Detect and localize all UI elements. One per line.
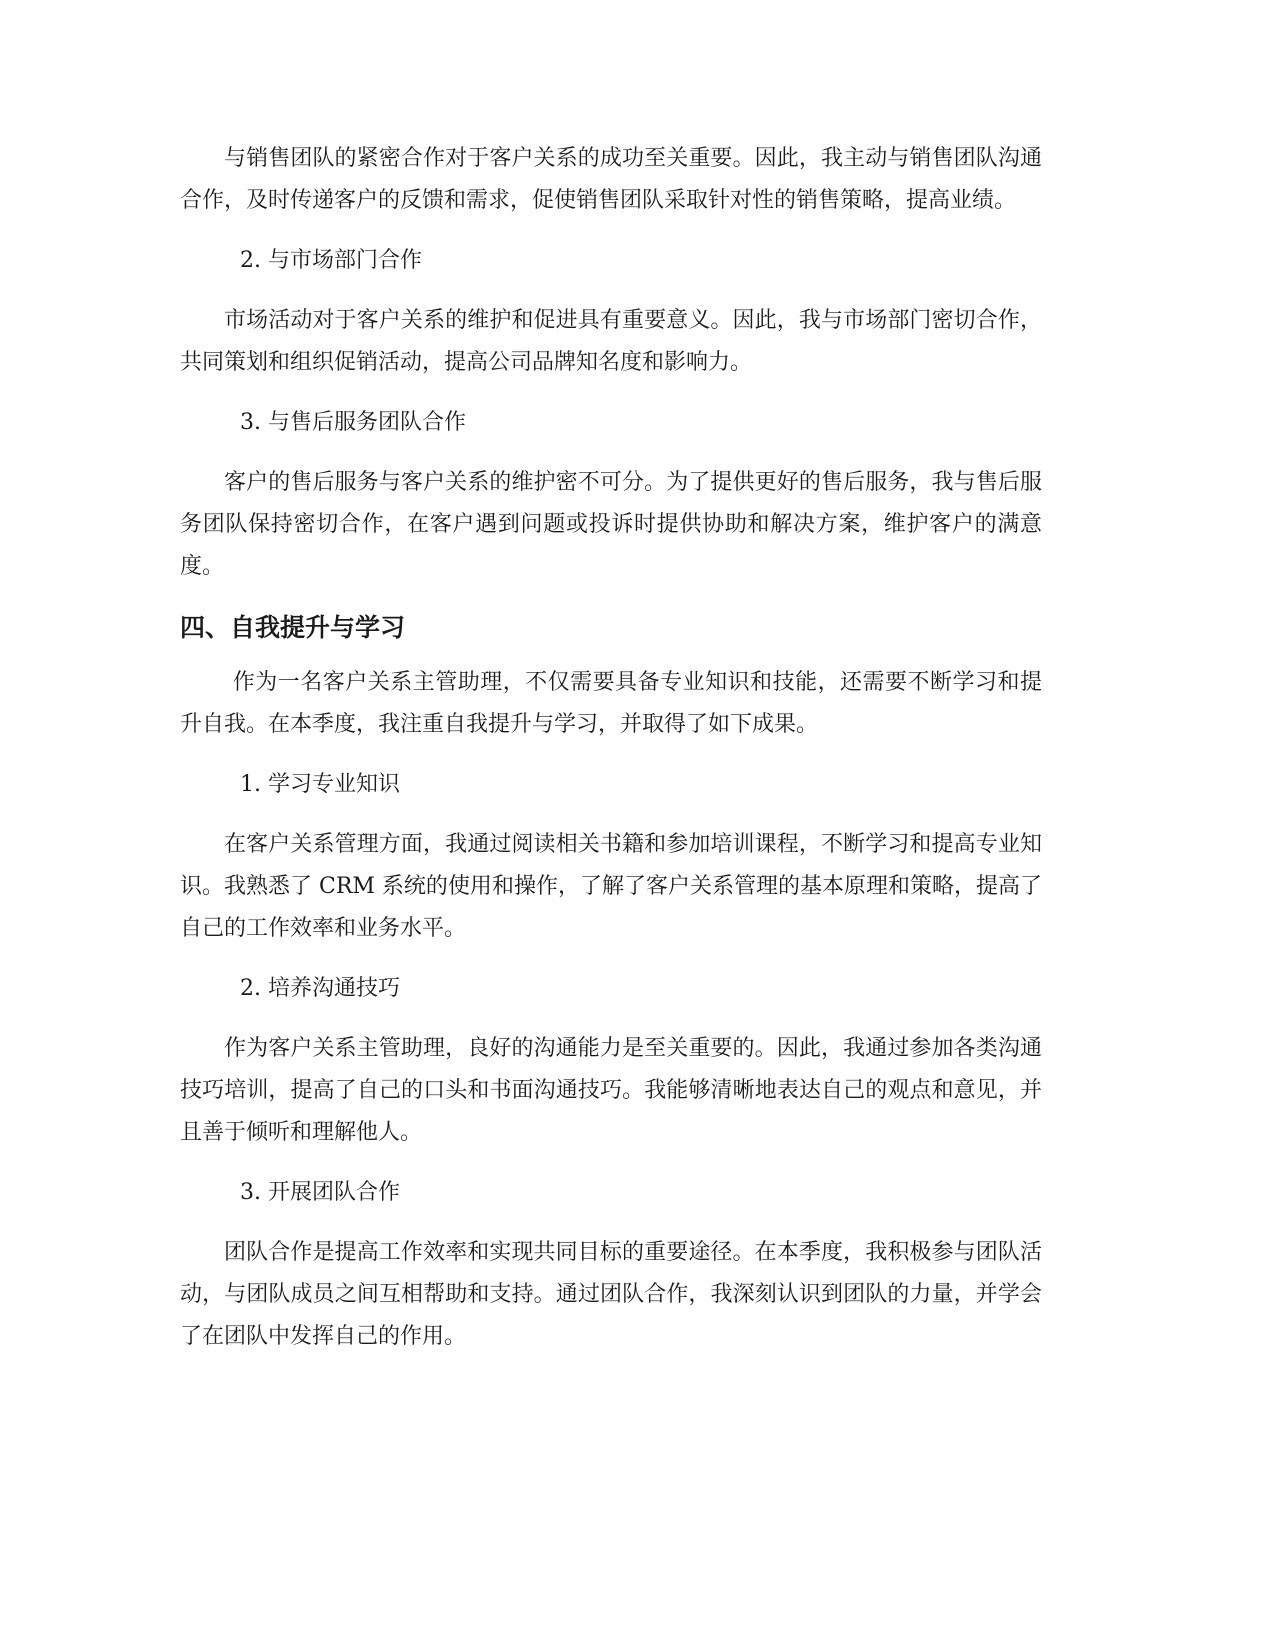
- paragraph-sales-cooperation: 与销售团队的紧密合作对于客户关系的成功至关重要。因此，我主动与销售团队沟通合作，及时传递客户的反馈和需求，促使销售团队采取针对性的销售策略，提高业绩。: [180, 146, 1042, 213]
- paragraph-aftersales-cooperation: 客户的售后服务与客户关系的维护密不可分。为了提供更好的售后服务，我与售后服务团队保持密切合作，在客户遇到问题或投诉时提供协助和解决方案，维护客户的满意度。: [180, 470, 1042, 579]
- list-item-aftersales-cooperation: 3. 与售后服务团队合作: [240, 410, 466, 435]
- paragraph-communication-skills: 作为客户关系主管助理，良好的沟通能力是至关重要的。因此，我通过参加各类沟通技巧培训，提高了自己的口头和书面沟通技巧。我能够清晰地表达自己的观点和意见，并且善于倾听和理解他人。: [180, 1036, 1042, 1145]
- paragraph-self-improvement-intro: 作为一名客户关系主管助理，不仅需要具备专业知识和技能，还需要不断学习和提升自我。在本季度，我注重自我提升与学习，并取得了如下成果。: [180, 670, 1042, 737]
- document-page: [180, 138, 1042, 1376]
- paragraph-teamwork: 团队合作是提高工作效率和实现共同目标的重要途径。在本季度，我积极参与团队活动，与团队成员之间互相帮助和支持。通过团队合作，我深刻认识到团队的力量，并学会了在团队中发挥自己的作用。: [180, 1240, 1042, 1349]
- list-item-market-cooperation: 2. 与市场部门合作: [240, 248, 422, 273]
- section-heading-self-improvement: 四、自我提升与学习: [180, 613, 406, 642]
- paragraph-market-cooperation: 市场活动对于客户关系的维护和促进具有重要意义。因此，我与市场部门密切合作，共同策划和组织促销活动，提高公司品牌知名度和影响力。: [180, 308, 1042, 375]
- list-item-communication-skills: 2. 培养沟通技巧: [240, 976, 400, 1001]
- list-item-professional-knowledge: 1. 学习专业知识: [240, 772, 400, 797]
- paragraph-professional-knowledge: 在客户关系管理方面，我通过阅读相关书籍和参加培训课程，不断学习和提高专业知识。我熟悉了 CRM 系统的使用和操作，了解了客户关系管理的基本原理和策略，提高了自己的工作效率和业务水平。: [180, 832, 1042, 941]
- list-item-teamwork: 3. 开展团队合作: [240, 1180, 400, 1205]
